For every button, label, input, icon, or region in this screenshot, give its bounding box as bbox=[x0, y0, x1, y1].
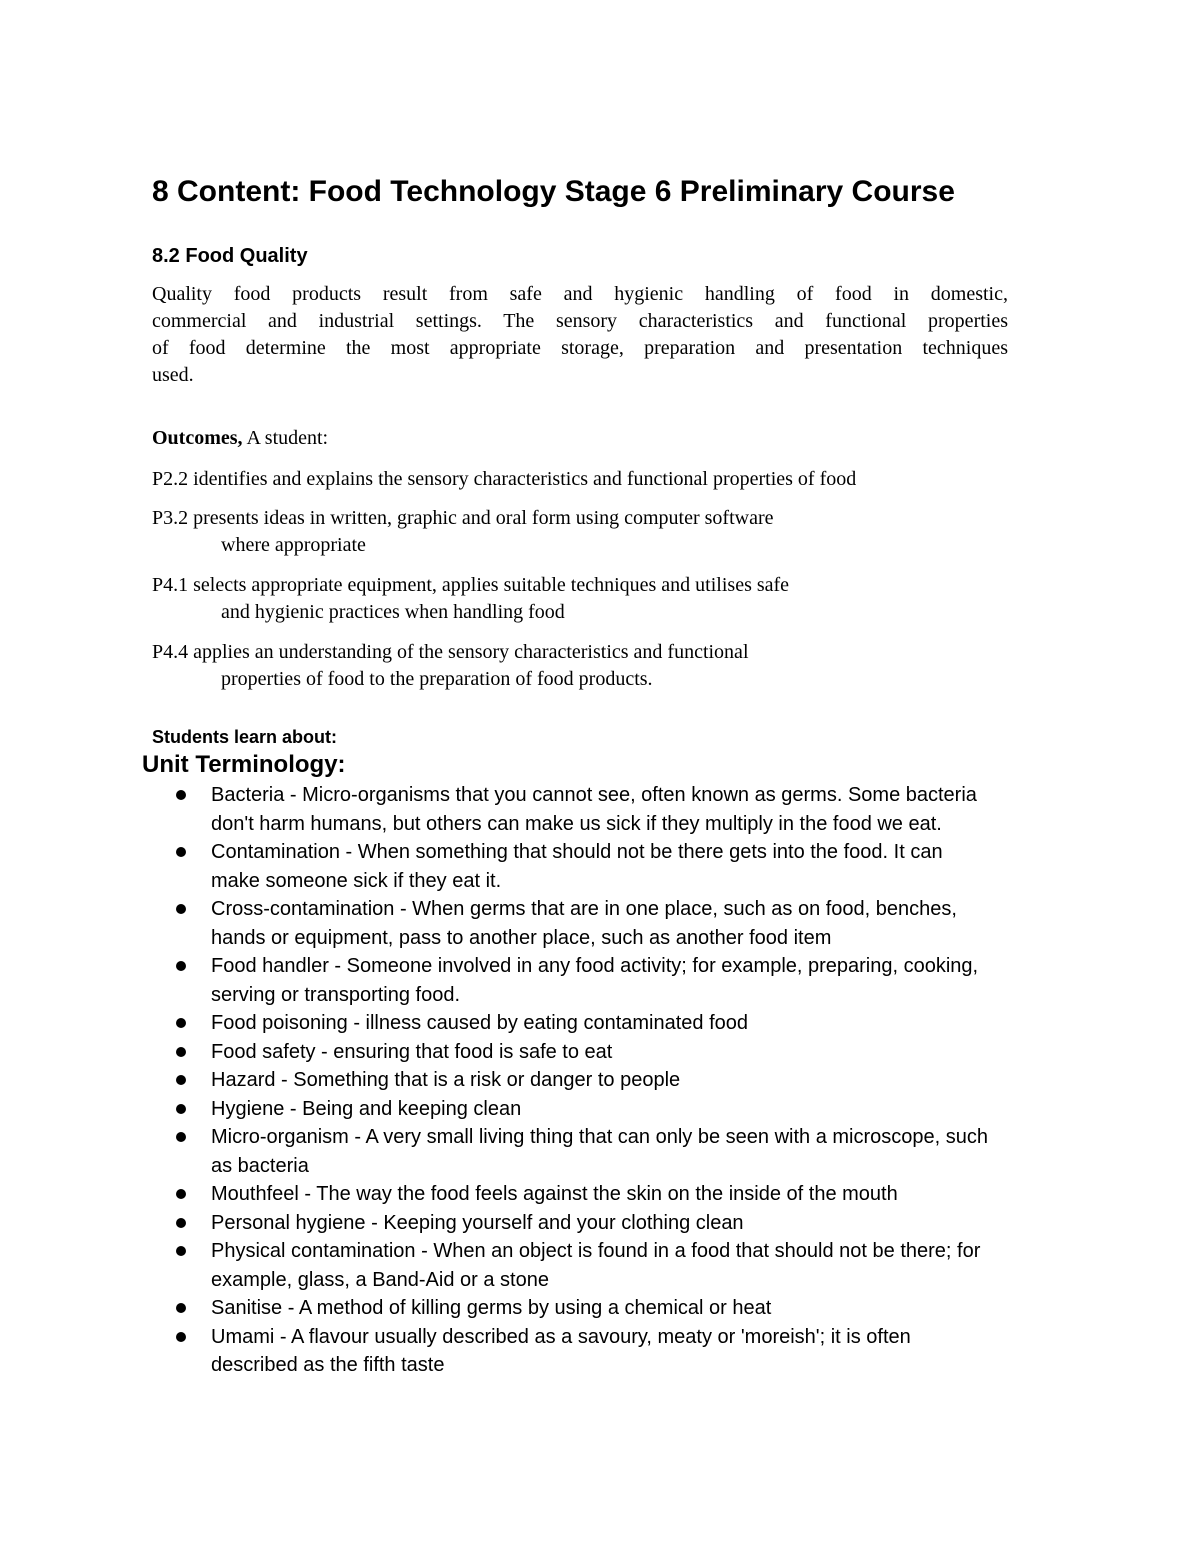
term-line: make someone sick if they eat it. bbox=[211, 869, 502, 892]
term-item bbox=[0, 1209, 1071, 1238]
term-line: Sanitise - A method of killing germs by using a chemical or heat bbox=[211, 1297, 772, 1319]
term-item bbox=[0, 838, 1071, 895]
term-line: Food poisoning - illness caused by eating contaminated food bbox=[211, 1012, 749, 1034]
outcome-line: P2.2 identifies and explains the sensory characteristics and functional properties of food bbox=[152, 468, 857, 490]
bullet-icon bbox=[176, 1189, 186, 1199]
term-line: Mouthfeel - The way the food feels against the skin on the inside of the mouth bbox=[211, 1183, 898, 1205]
intro-line: commercial and industrial settings. The sensory characteristics and functional properties bbox=[152, 310, 1008, 332]
outcome-line: P4.4 applies an understanding of the sensory characteristics and functional bbox=[152, 641, 749, 663]
term-item bbox=[0, 1123, 1071, 1180]
outcome-item bbox=[152, 505, 774, 559]
bullet-icon bbox=[176, 1132, 186, 1142]
term-item bbox=[0, 1009, 1071, 1038]
term-item bbox=[0, 1237, 1071, 1294]
page-title: 8 Content: Food Technology Stage 6 Preliminary Course bbox=[152, 175, 955, 208]
term-item bbox=[0, 895, 1071, 952]
outcome-item bbox=[152, 572, 789, 626]
bullet-icon bbox=[176, 1303, 186, 1313]
terminology-list bbox=[0, 781, 1200, 1380]
term-line: Physical contamination - When an object is found in a food that should not be there; for bbox=[211, 1240, 981, 1262]
bullet-icon bbox=[176, 1246, 186, 1256]
intro-line: Quality food products result from safe and hygienic handling of food in domestic, bbox=[152, 283, 1008, 305]
bullet-icon bbox=[176, 1075, 186, 1085]
bullet-icon bbox=[176, 904, 186, 914]
term-line: Food safety - ensuring that food is safe to eat bbox=[211, 1040, 613, 1063]
outcomes-suffix: A student: bbox=[242, 427, 329, 449]
bullet-icon bbox=[176, 961, 186, 971]
term-line: serving or transporting food. bbox=[211, 983, 461, 1006]
outcome-item bbox=[152, 639, 749, 693]
term-line: Micro-organism - A very small living thing that can only be seen with a microscope, such bbox=[211, 1126, 989, 1148]
term-line: hands or equipment, pass to another place, such as another food item bbox=[211, 926, 832, 949]
outcome-item bbox=[152, 466, 856, 493]
term-line: Cross-contamination - When germs that are in one place, such as on food, benches, bbox=[211, 898, 957, 920]
term-line: as bacteria bbox=[211, 1154, 309, 1177]
term-item bbox=[0, 1095, 1071, 1124]
term-item bbox=[0, 1038, 1071, 1067]
outcome-continuation: properties of food to the preparation of food products. bbox=[221, 668, 653, 690]
unit-terminology-heading: Unit Terminology: bbox=[142, 751, 346, 778]
term-line: Hygiene - Being and keeping clean bbox=[211, 1097, 522, 1120]
term-line: don't harm humans, but others can make us sick if they multiply in the food we eat. bbox=[211, 812, 942, 835]
bullet-icon bbox=[176, 847, 186, 857]
bullet-icon bbox=[176, 1218, 186, 1228]
bullet-icon bbox=[176, 1332, 186, 1342]
outcome-line: P4.1 selects appropriate equipment, applies suitable techniques and utilises safe bbox=[152, 574, 790, 596]
term-item bbox=[0, 1180, 1071, 1209]
outcome-line: P3.2 presents ideas in written, graphic and oral form using computer software bbox=[152, 507, 774, 529]
term-line: Bacteria - Micro-organisms that you cannot see, often known as germs. Some bacteria bbox=[211, 784, 977, 806]
intro-line: of food determine the most appropriate storage, preparation and presentation techniques bbox=[152, 337, 1008, 359]
bullet-icon bbox=[176, 790, 186, 800]
section-heading: 8.2 Food Quality bbox=[152, 245, 308, 267]
learn-about-heading: Students learn about: bbox=[152, 727, 338, 747]
bullet-icon bbox=[176, 1018, 186, 1028]
outcomes-heading bbox=[152, 424, 328, 452]
term-item bbox=[0, 1294, 1071, 1323]
term-item bbox=[0, 781, 1071, 838]
term-item bbox=[0, 1323, 1071, 1380]
term-item bbox=[0, 1066, 1071, 1095]
bullet-icon bbox=[176, 1104, 186, 1114]
term-line: described as the fifth taste bbox=[211, 1354, 445, 1376]
outcomes-label: Outcomes, bbox=[152, 427, 243, 449]
term-line: example, glass, a Band-Aid or a stone bbox=[211, 1268, 549, 1291]
outcome-continuation: and hygienic practices when handling food bbox=[221, 601, 565, 623]
term-line: Personal hygiene - Keeping yourself and your clothing clean bbox=[211, 1211, 744, 1234]
outcome-continuation: where appropriate bbox=[221, 534, 366, 556]
term-line: Umami - A flavour usually described as a savoury, meaty or 'moreish'; it is often bbox=[211, 1325, 911, 1348]
term-item bbox=[0, 952, 1071, 1009]
term-line: Contamination - When something that should not be there gets into the food. It can bbox=[211, 841, 943, 863]
intro-line: used. bbox=[152, 364, 194, 386]
term-line: Food handler - Someone involved in any food activity; for example, preparing, cooking, bbox=[211, 955, 979, 977]
bullet-icon bbox=[176, 1047, 186, 1057]
intro-paragraph bbox=[152, 281, 1008, 389]
term-line: Hazard - Something that is a risk or danger to people bbox=[211, 1069, 681, 1091]
